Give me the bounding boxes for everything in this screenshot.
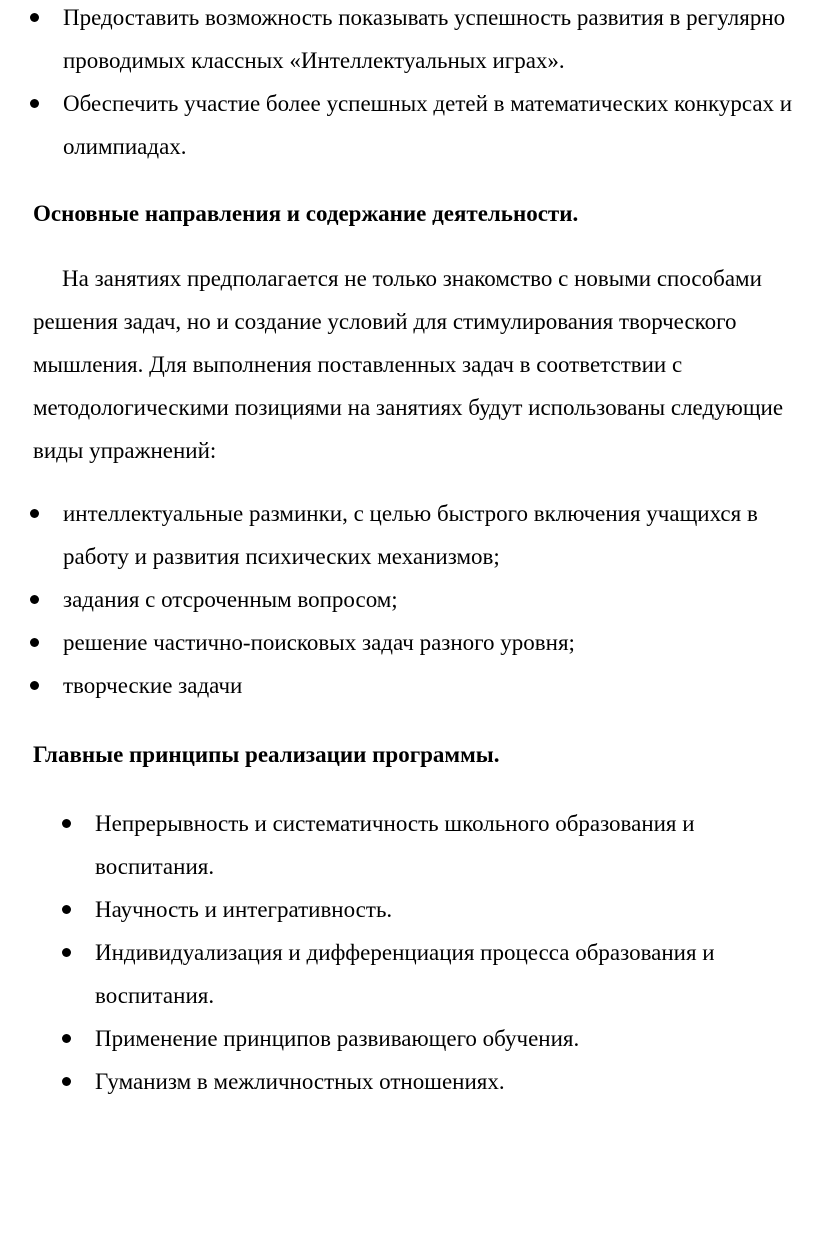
list-item (95, 1017, 795, 1060)
list-item (63, 621, 813, 664)
list-item-text: творческие задачи (63, 673, 243, 698)
bullet-icon (62, 1034, 71, 1043)
bullet-icon (62, 948, 71, 957)
bullet-icon (30, 509, 39, 518)
list-item-text: Предоставить возможность показывать успешность развития в регулярно проводимых классных «Интеллектуальных играх». (63, 5, 786, 73)
list-item-text: Применение принципов развивающего обучения. (95, 1026, 580, 1051)
section-heading-principles: Главные принципы реализации программы. (33, 742, 500, 767)
list-item-text: интеллектуальные разминки, с целью быстрого включения учащихся в работу и развития психических механизмов; (63, 501, 758, 569)
section-heading-directions: Основные направления и содержание деятельности. (33, 201, 579, 226)
list-item (63, 82, 808, 168)
list-item-text: решение частично-поисковых задач разного уровня; (63, 630, 575, 655)
list-item (95, 1060, 795, 1103)
bullet-icon (30, 13, 39, 22)
bullet-icon (30, 638, 39, 647)
body-paragraph: На занятиях предполагается не только знакомство с новыми способами решения задач, но и создание условий для стимулирования творческого мышления. Для выполнения поставленных задач в соответствии с методологическими позициями на занятиях будут использованы следующие виды упражнений: (33, 266, 784, 463)
list-item (63, 492, 813, 578)
bullet-icon (62, 819, 71, 828)
list-item-text: задания с отсроченным вопросом; (63, 587, 398, 612)
goals-list (63, 0, 808, 168)
list-item-text: Непрерывность и систематичность школьного образования и воспитания. (95, 811, 695, 879)
list-item (63, 578, 813, 621)
list-item-text: Гуманизм в межличностных отношениях. (95, 1069, 505, 1094)
list-item (63, 0, 808, 82)
list-item (95, 888, 795, 931)
list-item (63, 664, 813, 707)
exercises-list (63, 492, 813, 707)
list-item-text: Обеспечить участие более успешных детей в математических конкурсах и олимпиадах. (63, 91, 793, 159)
list-item (95, 931, 795, 1017)
bullet-icon (62, 1077, 71, 1086)
bullet-icon (30, 99, 39, 108)
list-item-text: Научность и интегративность. (95, 897, 393, 922)
bullet-icon (30, 595, 39, 604)
bullet-icon (62, 905, 71, 914)
list-item-text: Индивидуализация и дифференциация процесса образования и воспитания. (95, 940, 715, 1008)
bullet-icon (30, 681, 39, 690)
principles-list (95, 802, 795, 1103)
list-item (95, 802, 795, 888)
